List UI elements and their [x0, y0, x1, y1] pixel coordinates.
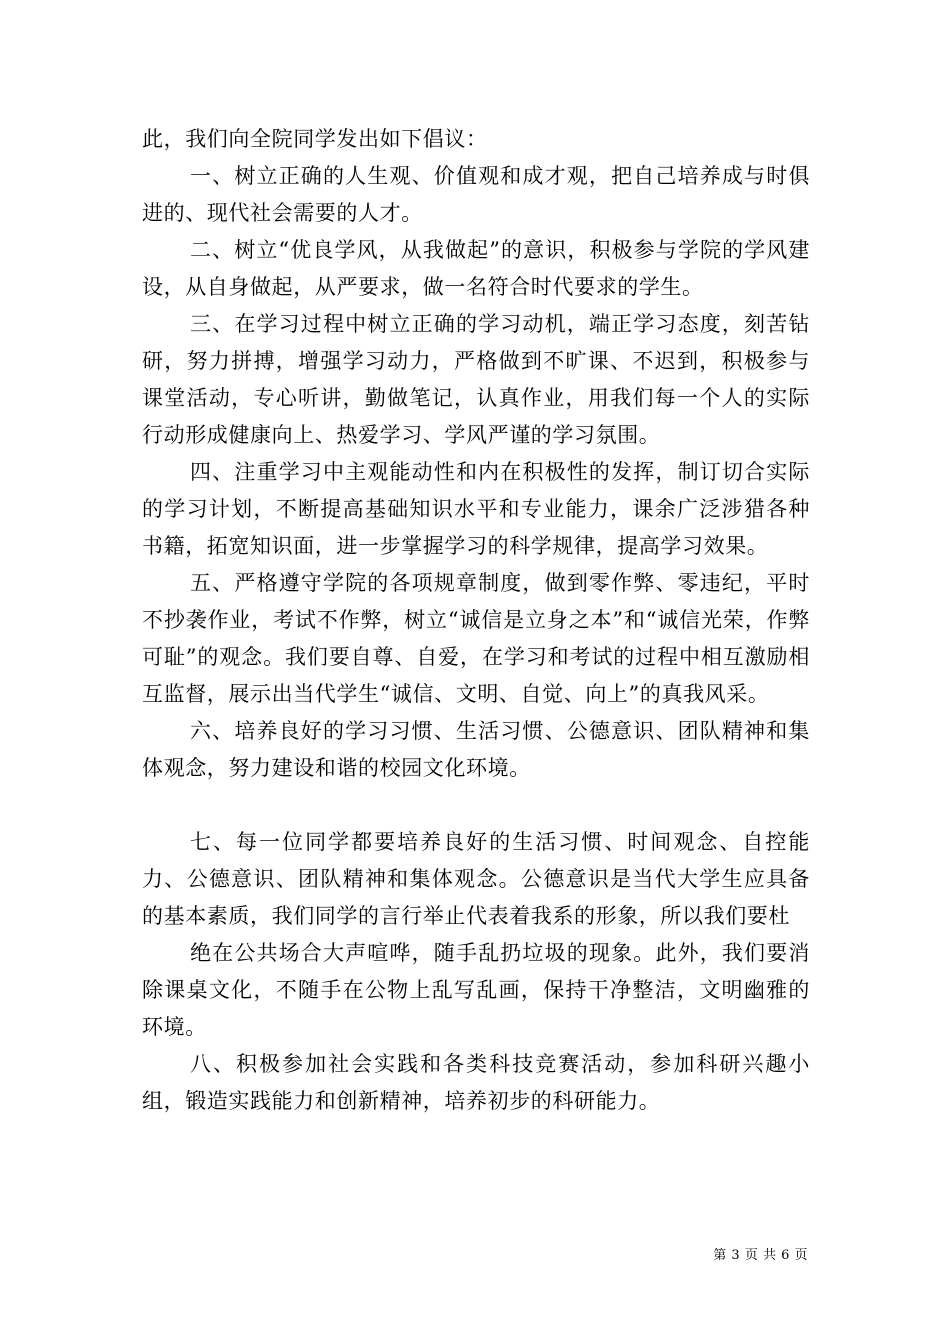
paragraph-item-3: 三、在学习过程中树立正确的学习动机，端正学习态度，刻苦钻研，努力拼搏，增强学习动力，严格做到不旷课、不迟到，积极参与课堂活动，专心听讲，勤做笔记，认真作业，用我们每一个人的实际行动形成健康向上、热爱学习、学风严谨的学习氛围。	[142, 312, 810, 447]
paragraph-item-6: 六、培养良好的学习习惯、生活习惯、公德意识、团队精神和集体观念，努力建设和谐的校园文化环境。	[142, 719, 810, 780]
document-body	[142, 121, 810, 1120]
paragraph-item-7-continued: 绝在公共场合大声喧哗，随手乱扔垃圾的现象。此外，我们要消除课桌文化，不随手在公物上乱写乱画，保持干净整洁，文明幽雅的环境。	[142, 941, 810, 1039]
paragraph-item-4: 四、注重学习中主观能动性和内在积极性的发挥，制订切合实际的学习计划，不断提高基础知识水平和专业能力，课余广泛涉猎各种书籍，拓宽知识面，进一步掌握学习的科学规律，提高学习效果。	[142, 460, 810, 558]
paragraph-spacer	[142, 787, 810, 824]
page-number-footer: 第 3 页 共 6 页	[713, 1248, 808, 1263]
paragraph-item-1: 一、树立正确的人生观、价值观和成才观，把自己培养成与时俱进的、现代社会需要的人才。	[142, 164, 810, 225]
paragraph-item-2: 二、树立“优良学风，从我做起”的意识，积极参与学院的学风建设，从自身做起，从严要求，做一名符合时代要求的学生。	[142, 238, 810, 299]
paragraph-item-8: 八、积极参加社会实践和各类科技竞赛活动，参加科研兴趣小组，锻造实践能力和创新精神，培养初步的科研能力。	[142, 1052, 810, 1113]
paragraph-item-5: 五、严格遵守学院的各项规章制度，做到零作弊、零违纪，平时不抄袭作业，考试不作弊，树立“诚信是立身之本”和“诚信光荣，作弊可耻”的观念。我们要自尊、自爱，在学习和考试的过程中相互激励相互监督，展示出当代学生“诚信、文明、自觉、向上”的真我风采。	[142, 571, 810, 706]
paragraph-item-7: 七、每一位同学都要培养良好的生活习惯、时间观念、自控能力、公德意识、团队精神和集体观念。公德意识是当代大学生应具备的基本素质，我们同学的言行举止代表着我系的形象，所以我们要杜	[142, 830, 810, 928]
paragraph-intro: 此，我们向全院同学发出如下倡议：	[142, 127, 488, 151]
